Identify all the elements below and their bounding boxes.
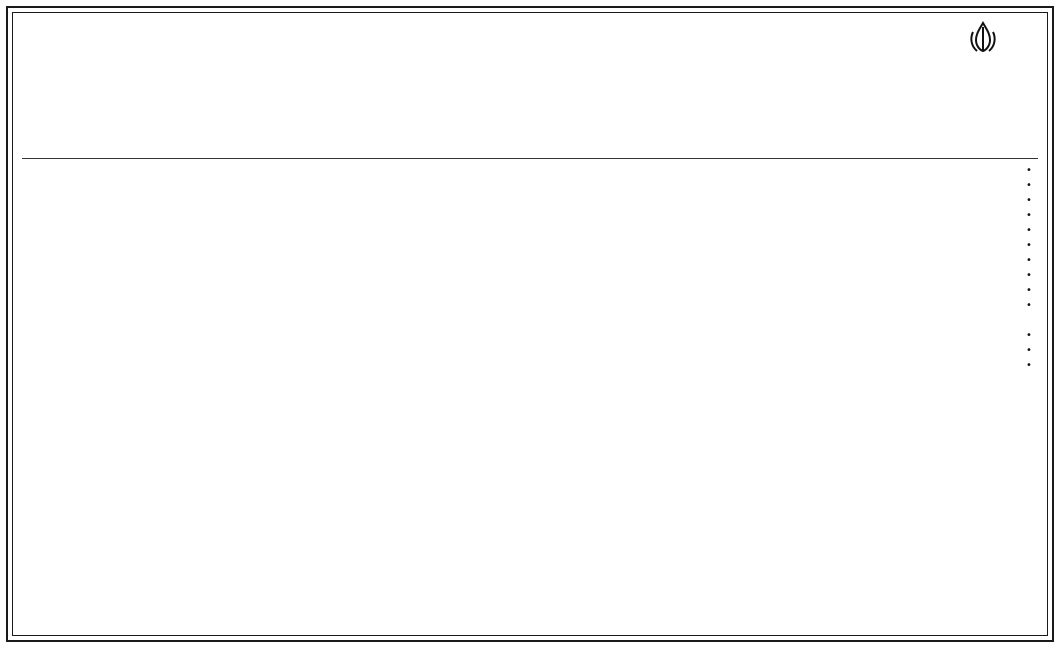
list-item	[26, 359, 1034, 372]
list-item	[26, 239, 1034, 252]
list-item	[26, 329, 1034, 342]
ministry-name	[928, 60, 1038, 72]
notice-title-block	[152, 22, 908, 92]
note-item	[26, 314, 1034, 327]
iran-emblem-icon	[965, 20, 1001, 56]
bullet-icon: •	[1026, 225, 1032, 236]
notice-subtitle	[152, 56, 908, 92]
bullet-icon: •	[1026, 210, 1032, 221]
list-item	[26, 209, 1034, 222]
notice-footer	[26, 604, 1034, 636]
bullet-icon: •	[1026, 180, 1032, 191]
bullet-icon: •	[1026, 345, 1032, 356]
bullet-icon: •	[1026, 165, 1032, 176]
list-item	[26, 224, 1034, 237]
intro-paragraph	[26, 112, 1034, 156]
list-item	[26, 179, 1034, 192]
notice-header	[22, 18, 1038, 104]
issuer-signature	[26, 616, 36, 634]
ministry-emblem-block	[928, 18, 1038, 104]
bullet-icon: •	[1026, 195, 1032, 206]
conditions-list	[26, 164, 1034, 600]
bullet-icon: •	[1026, 240, 1032, 251]
notice-frame	[6, 6, 1054, 642]
list-item	[26, 269, 1034, 282]
list-item	[26, 194, 1034, 207]
provincial-office-name	[928, 72, 1038, 84]
reminder-item	[26, 374, 1034, 387]
notice-title	[152, 22, 908, 56]
list-item	[26, 254, 1034, 267]
bullet-icon: •	[1026, 285, 1032, 296]
list-item	[26, 164, 1034, 177]
bullet-icon: •	[1026, 255, 1032, 266]
list-item	[26, 344, 1034, 357]
list-item	[26, 299, 1034, 312]
list-item	[26, 284, 1034, 297]
bullet-icon: •	[1026, 330, 1032, 341]
divider	[22, 158, 1038, 159]
bullet-icon: •	[1026, 360, 1032, 371]
bullet-icon: •	[1026, 300, 1032, 311]
bullet-icon: •	[1026, 270, 1032, 281]
